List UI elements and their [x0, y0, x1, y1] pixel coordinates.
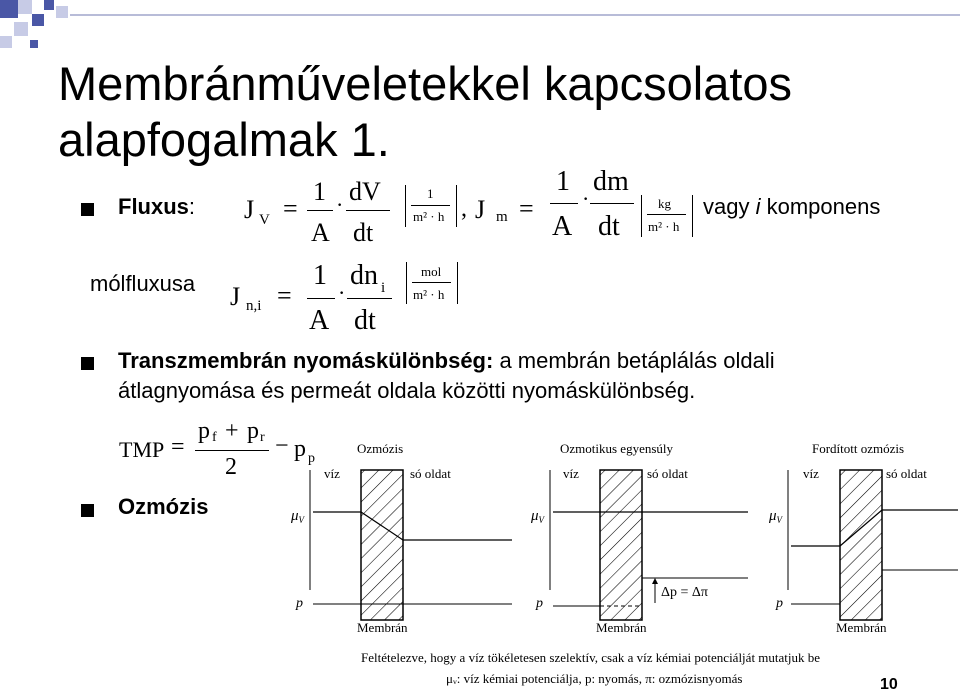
minus-sign: − — [275, 433, 289, 459]
unit-denominator: m² · h — [413, 287, 445, 302]
caption-line-2: μᵥ: víz kémiai potenciálja, p: nyomás, π: ozmózisnyomás — [446, 671, 743, 686]
title-line-1: Membránműveletekkel kapcsolatos — [58, 57, 793, 110]
multiplication-dot: · — [338, 280, 346, 305]
fraction-numerator-one: 1 — [556, 166, 570, 197]
jm-subscript: m — [496, 209, 508, 225]
multiplication-dot: · — [336, 192, 344, 217]
fraction-denominator-a: A — [309, 305, 330, 336]
membrane-hatched — [840, 470, 882, 620]
diagram-reverse-osmosis — [768, 441, 958, 635]
diagram-title: Ozmotikus egyensúly — [560, 441, 674, 456]
jv-subscript: V — [259, 212, 270, 228]
pf-subscript: f — [212, 430, 217, 445]
membrane-label: Membrán — [836, 620, 887, 635]
solution-side-label: só oldat — [410, 466, 451, 481]
pressure-label: p — [296, 596, 303, 611]
multiplication-dot: · — [582, 186, 590, 211]
unit-denominator: m² · h — [413, 209, 445, 224]
title-line-2: alapfogalmak 1. — [58, 113, 390, 166]
dv-numerator: dV — [349, 177, 381, 206]
pr-symbol: p — [247, 418, 259, 444]
fluxus-label: Fluxus: — [118, 194, 196, 219]
equals-sign: = — [277, 281, 292, 310]
solution-side-label: só oldat — [886, 466, 927, 481]
membrane-hatched — [361, 470, 403, 620]
equals-sign: = — [519, 194, 534, 223]
pp-symbol: p — [294, 436, 306, 462]
jn-symbol: J — [230, 282, 241, 311]
membrane-hatched — [600, 470, 642, 620]
membrane-label: Membrán — [357, 620, 408, 635]
pr-subscript: r — [260, 430, 265, 445]
jm-symbol: J — [475, 195, 486, 224]
diagram-osmotic-equilibrium — [530, 441, 748, 635]
fraction-numerator-one: 1 — [313, 177, 326, 206]
fraction-numerator-one: 1 — [313, 260, 327, 291]
diagram-osmosis — [290, 441, 512, 635]
dm-numerator: dm — [593, 166, 629, 197]
mu-label: $\mu_V$ — [291, 508, 305, 525]
chemical-potential-curve — [313, 512, 512, 540]
water-side-label: víz — [324, 466, 340, 481]
delta-p-annotation: Δp = Δπ — [661, 585, 708, 600]
plus-sign: + — [225, 418, 239, 444]
pressure-label: p — [536, 596, 543, 611]
equals-sign: = — [283, 194, 298, 223]
dt-denominator: dt — [598, 211, 620, 242]
unit-numerator: kg — [658, 196, 671, 211]
tmp-definition: Transzmembrán nyomáskülönbség: a membrán betáplálás oldali átlagnyomása és permeát oldala közötti nyomáskülönbség. — [118, 348, 775, 403]
tmp-lhs: TMP — [119, 437, 165, 462]
fraction-denominator-a: A — [311, 218, 330, 247]
unit-numerator: 1 — [427, 186, 434, 201]
dn-subscript: i — [381, 280, 386, 296]
dn-numerator: dn — [350, 260, 378, 291]
jn-subscript: n,i — [246, 298, 262, 314]
caption-line-1: Feltételezve, hogy a víz tökéletesen szelektív, csak a víz kémiai potenciálját mutatjuk be — [361, 650, 821, 665]
diagram-title: Fordított ozmózis — [812, 441, 905, 456]
solution-side-label: só oldat — [647, 466, 688, 481]
pf-symbol: p — [198, 418, 210, 444]
pp-subscript: p — [308, 451, 315, 466]
pressure-label: p — [776, 596, 783, 611]
component-note: vagy i komponens — [703, 194, 881, 219]
diagram-title: Ozmózis — [357, 441, 404, 456]
membrane-label: Membrán — [596, 620, 647, 635]
page-number: 10 — [880, 676, 898, 693]
fraction-denominator-a: A — [552, 211, 573, 242]
water-side-label: víz — [803, 466, 819, 481]
dt-denominator: dt — [353, 218, 374, 247]
dt-denominator: dt — [354, 305, 376, 336]
unit-denominator: m² · h — [648, 219, 680, 234]
denominator-two: 2 — [225, 454, 237, 480]
mu-label: $\mu_V$ — [531, 508, 545, 525]
water-side-label: víz — [563, 466, 579, 481]
molflux-label: mólfluxusa — [90, 271, 196, 296]
unit-numerator: mol — [421, 264, 442, 279]
comma: , — [461, 196, 467, 222]
mu-label: $\mu_V$ — [769, 508, 783, 525]
equals-sign: = — [171, 434, 185, 460]
ozmozis-label: Ozmózis — [118, 494, 209, 519]
jv-symbol: J — [244, 195, 255, 224]
